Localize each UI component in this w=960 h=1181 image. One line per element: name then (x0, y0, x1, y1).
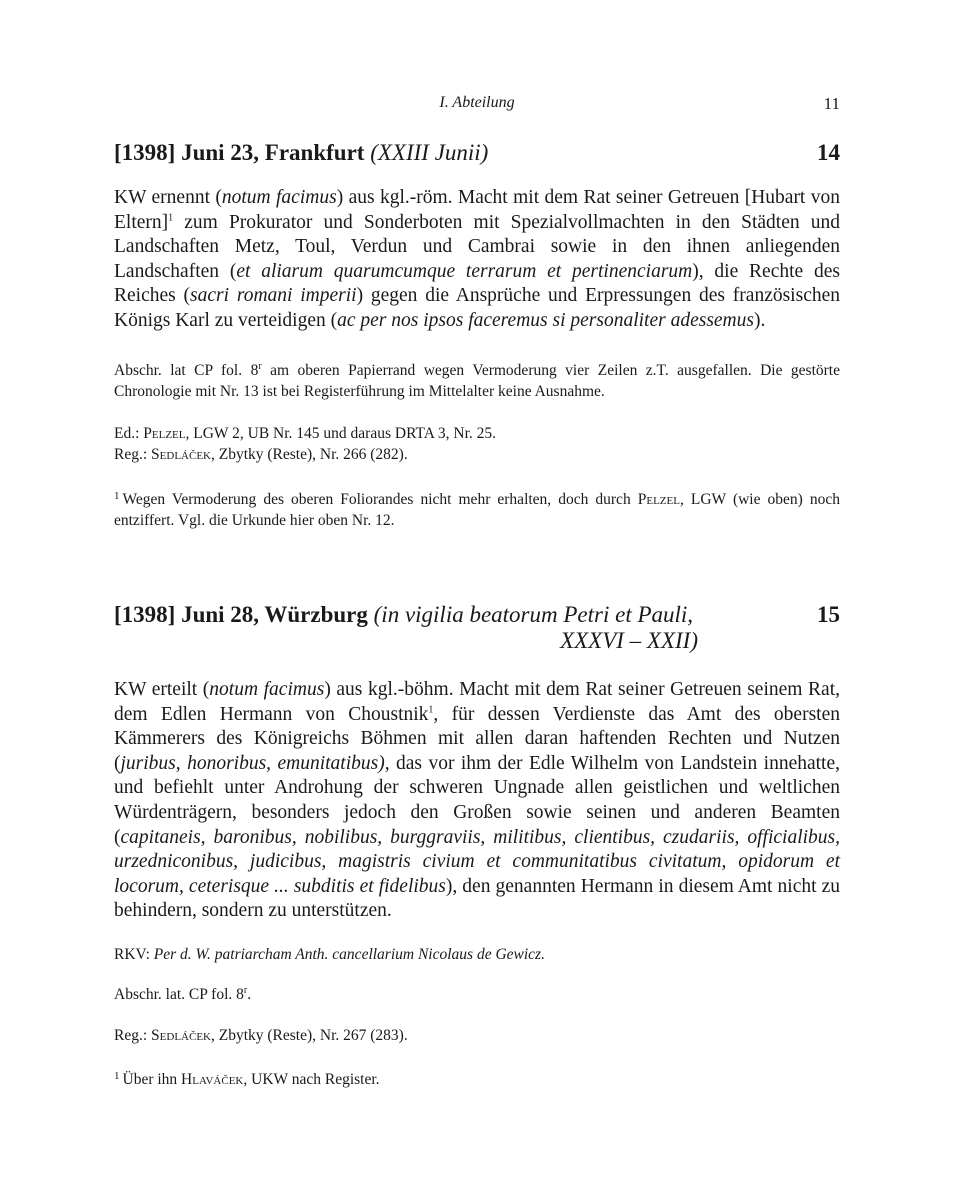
entry-14-source-note: Abschr. lat CP fol. 8$^r$ am oberen Papierrand wegen Vermoderung vier Zeilen z.T. ausgefallen. Die gestörte Chronologie mit Nr. 13 ist bei Registerführung im Mittelalter keine Ausnahme. (114, 360, 840, 400)
running-head-title: I. Abteilung (439, 94, 515, 111)
entry-15-date: [1398] Juni 28, Würzburg (114, 602, 368, 627)
entry-14-regest-ref: Reg.: Sedláček, Zbytky (Reste), Nr. 266 (282). (114, 446, 408, 463)
entry-14-date-latin: (XXIII Junii) (370, 140, 489, 165)
footnote-ref: 1 (428, 704, 434, 716)
entry-14-date: [1398] Juni 23, Frankfurt (114, 140, 365, 165)
page (114, 0, 840, 1181)
entry-15-number: 15 (817, 602, 840, 627)
entry-15-footnote: $^1$ Über ihn Hlaváček, UKW nach Register. (114, 1070, 380, 1088)
entry-15-source-note: Abschr. lat. CP fol. 8$^r$. (114, 984, 252, 1003)
entry-15-regest-ref: Reg.: Sedláček, Zbytky (Reste), Nr. 267 (283). (114, 1027, 408, 1044)
entry-15-heading (114, 602, 840, 654)
entry-15-regest: KW erteilt (notum facimus) aus kgl.-böhm. Macht mit dem Rat seiner Getreuen seinem Rat, dem Edlen Hermann von Choustnik$^1$, für dessen Verdienste das Amt des obersten Kämmerers des Königreichs Böhmen mit allen daran haftenden Rechten und Nutzen (juribus, honoribus, emunitatibus), das vor ihm der Edle Wilhelm von Landstein innehatte, und befiehlt unter Androhung der schweren Ungnade allen geistlichen und weltlichen Würdenträgern, besonders jedoch den Großen sowie seinen und anderen Beamten (capitaneis, baronibus, nobilibus, burggraviis, militibus, clientibus, czudariis, officialibus, urzedniconibus, judicibus, magistris civium et communitatibus civitatum, opidorum et locorum, ceterisque ... subditis et fidelibus), den genannten Hermann in diesem Amt nicht zu behindern, sondern zu unterstützen. (114, 679, 840, 922)
entry-14-heading (114, 140, 840, 166)
page-number: 11 (823, 94, 840, 113)
entry-15-date-latin-2: XXXVI – XXII) (560, 628, 698, 653)
entry-14-number: 14 (817, 140, 840, 165)
entry-15-date-latin: (in vigilia beatorum Petri et Pauli, (373, 602, 694, 627)
entry-14-edition: Ed.: Pelzel, LGW 2, UB Nr. 145 und daraus DRTA 3, Nr. 25. (114, 425, 497, 442)
entry-15-rkv: RKV: Per d. W. patriarcham Anth. cancellarium Nicolaus de Gewicz. (114, 946, 545, 963)
footnote-ref: 1 (168, 212, 174, 224)
entry-14-footnote: $^1$ Wegen Vermoderung des oberen Foliorandes nicht mehr erhalten, doch durch Pelzel, LGW (wie oben) noch entziffert. Vgl. die Urkunde hier oben Nr. 12. (114, 490, 840, 529)
entry-14-regest: KW ernennt (notum facimus) aus kgl.-röm. Macht mit dem Rat seiner Getreuen [Hubart von Eltern]$^1$ zum Prokurator und Sonderboten mit Spezialvollmachten in den Städten und Landschaften Metz, Toul, Verdun und Cambrai sowie in den ihnen anliegenden Landschaften (et aliarum quarumcumque terrarum et pertinenciarum), die Rechte des Reiches (sacri romani imperii) gegen die Ansprüche und Erpressungen des französischen Königs Karl zu verteidigen (ac per nos ipsos faceremus si personaliter adessemus). (114, 187, 841, 331)
running-head (114, 94, 840, 118)
